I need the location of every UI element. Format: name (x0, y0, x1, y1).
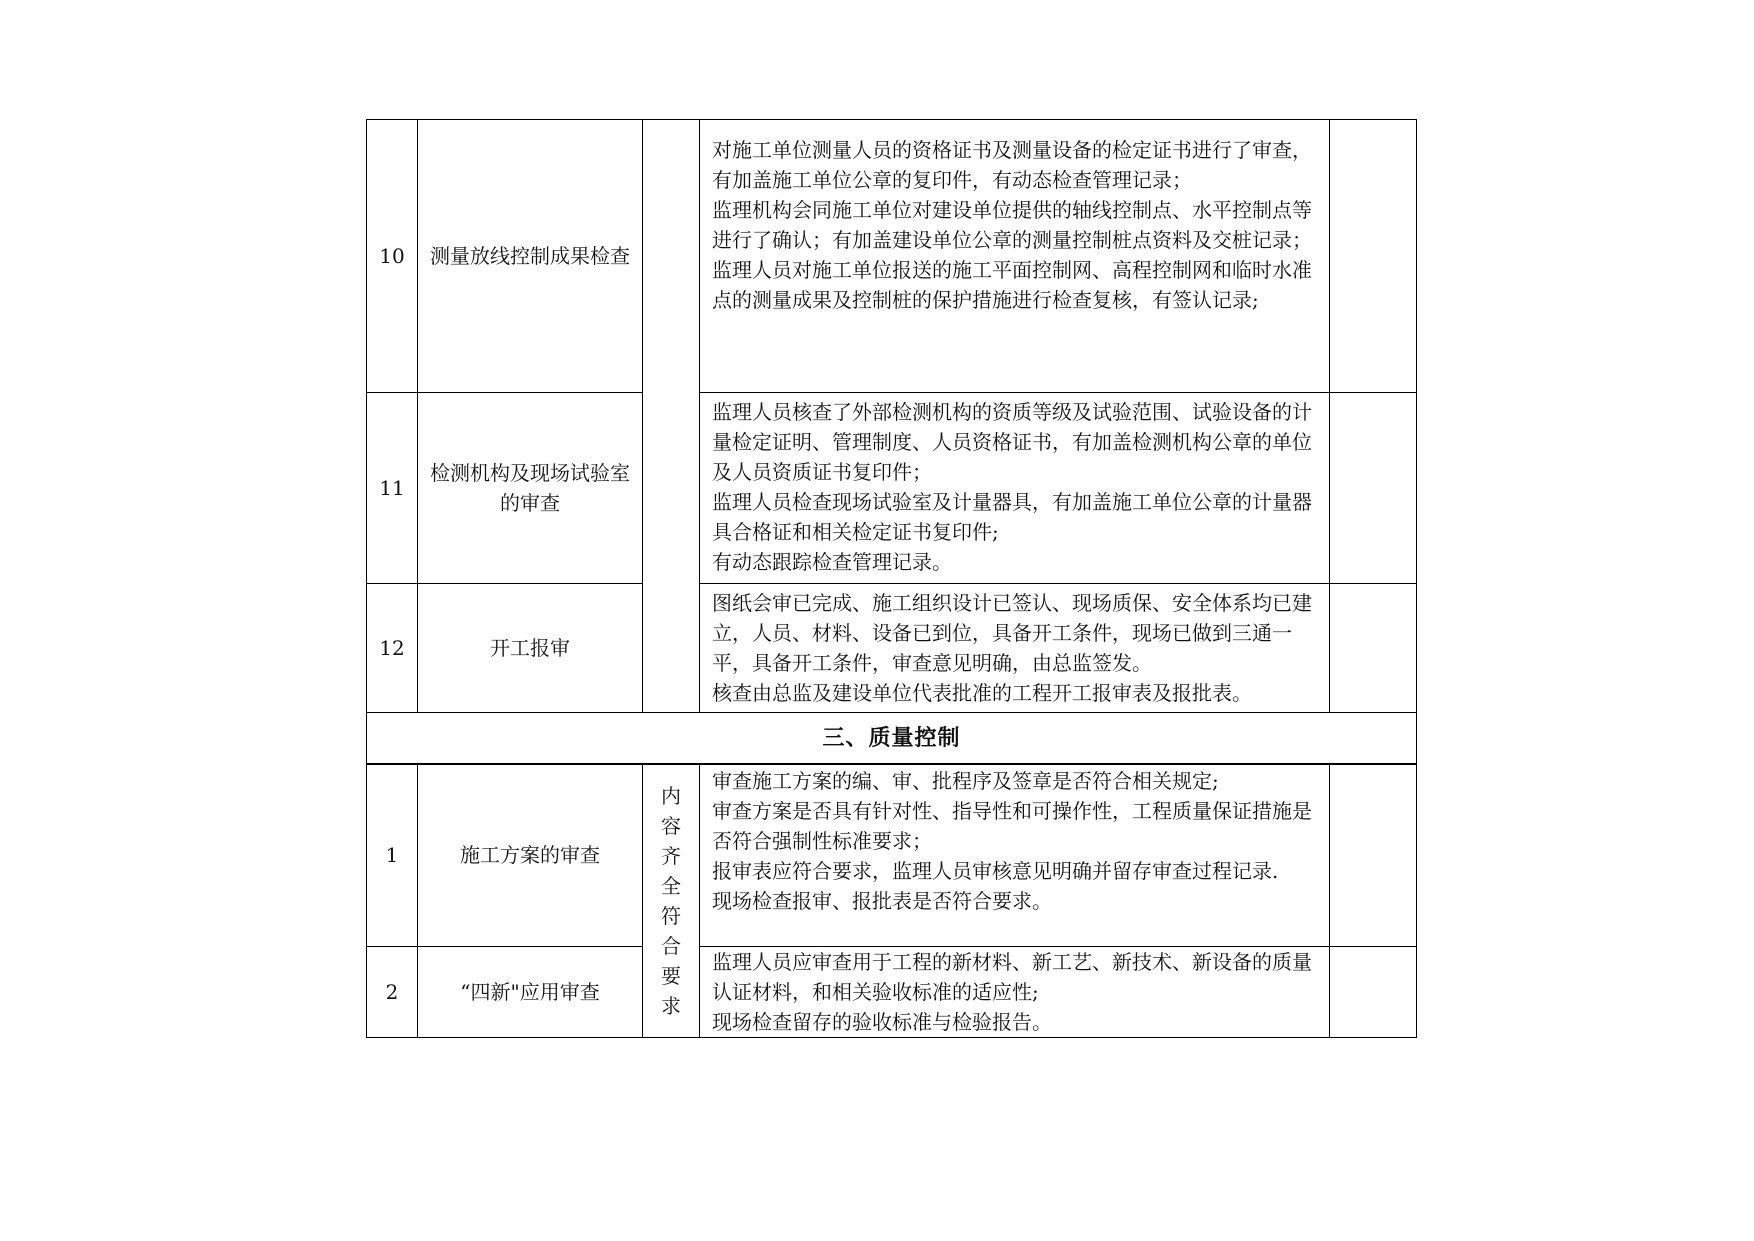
content-line: 监理人员核查了外部检测机构的资质等级及试验范围、试验设备的计量检定证明、管理制度、人员资格证书，有加盖检测机构公章的单位及人员资质证书复印件； (712, 400, 1312, 484)
section-header-row (367, 713, 1417, 764)
row-number: 12 (367, 584, 418, 713)
content-line: 报审表应符合要求，监理人员审核意见明确并留存审查过程记录. (712, 858, 1279, 883)
check-content (700, 393, 1330, 584)
check-content (700, 120, 1330, 393)
check-item: 开工报审 (418, 584, 643, 713)
requirement-label: 内容齐全符合要求 (661, 783, 681, 1018)
content-line: 对施工单位测量人员的资格证书及测量设备的检定证书进行了审查，有加盖施工单位公章的复印件，有动态检查管理记录； (712, 138, 1312, 192)
content-line: 监理机构会同施工单位对建设单位提供的轴线控制点、水平控制点等进行了确认；有加盖建设单位公章的测量控制桩点资料及交桩记录； (712, 198, 1312, 252)
result-cell (1330, 584, 1417, 713)
requirement-cell-blank (643, 120, 700, 713)
result-cell (1330, 947, 1417, 1038)
check-item: 检测机构及现场试验室的审查 (418, 393, 643, 584)
section-title: 三、质量控制 (367, 713, 1417, 764)
result-cell (1330, 120, 1417, 393)
table-row (367, 120, 1417, 393)
content-line: 有动态跟踪检查管理记录。 (712, 550, 952, 574)
content-line: 图纸会审已完成、施工组织设计已签认、现场质保、安全体系均已建立，人员、材料、设备已到位，具备开工条件，现场已做到三通一平，具备开工条件，审查意见明确，由总监签发。 (712, 591, 1312, 675)
table-row (367, 764, 1417, 947)
content-line: 监理人员应审查用于工程的新材料、新工艺、新技术、新设备的质量认证材料，和相关验收标准的适应性; (712, 950, 1312, 1004)
content-line: 核查由总监及建设单位代表批准的工程开工报审表及报批表。 (712, 681, 1252, 705)
check-content (700, 764, 1330, 947)
content-line: 监理人员检查现场试验室及计量器具，有加盖施工单位公章的计量器具合格证和相关检定证书复印件; (712, 490, 1312, 544)
check-item: 施工方案的审查 (418, 764, 643, 947)
result-cell (1330, 764, 1417, 947)
row-number: 2 (367, 947, 418, 1038)
table-row (367, 947, 1417, 1038)
content-line: 现场检查报审、报批表是否符合要求。 (712, 888, 1052, 913)
check-item: “四新"应用审查 (418, 947, 643, 1038)
check-content (700, 584, 1330, 713)
check-content (700, 947, 1330, 1038)
inspection-table (366, 119, 1417, 1038)
content-line: 监理人员对施工单位报送的施工平面控制网、高程控制网和临时水准点的测量成果及控制桩的保护措施进行检查复核，有签认记录; (712, 258, 1312, 312)
content-line: 现场检查留存的验收标准与检验报告。 (712, 1010, 1052, 1034)
row-number: 11 (367, 393, 418, 584)
content-line: 审查方案是否具有针对性、指导性和可操作性，工程质量保证措施是否符合强制性标准要求； (712, 798, 1312, 853)
row-number: 1 (367, 764, 418, 947)
row-number: 10 (367, 120, 418, 393)
requirement-cell (643, 764, 700, 1038)
table-row (367, 393, 1417, 584)
check-item: 测量放线控制成果检查 (418, 120, 643, 393)
result-cell (1330, 393, 1417, 584)
content-line: 审查施工方案的编、审、批程序及签章是否符合相关规定; (712, 768, 1219, 793)
table-row (367, 584, 1417, 713)
